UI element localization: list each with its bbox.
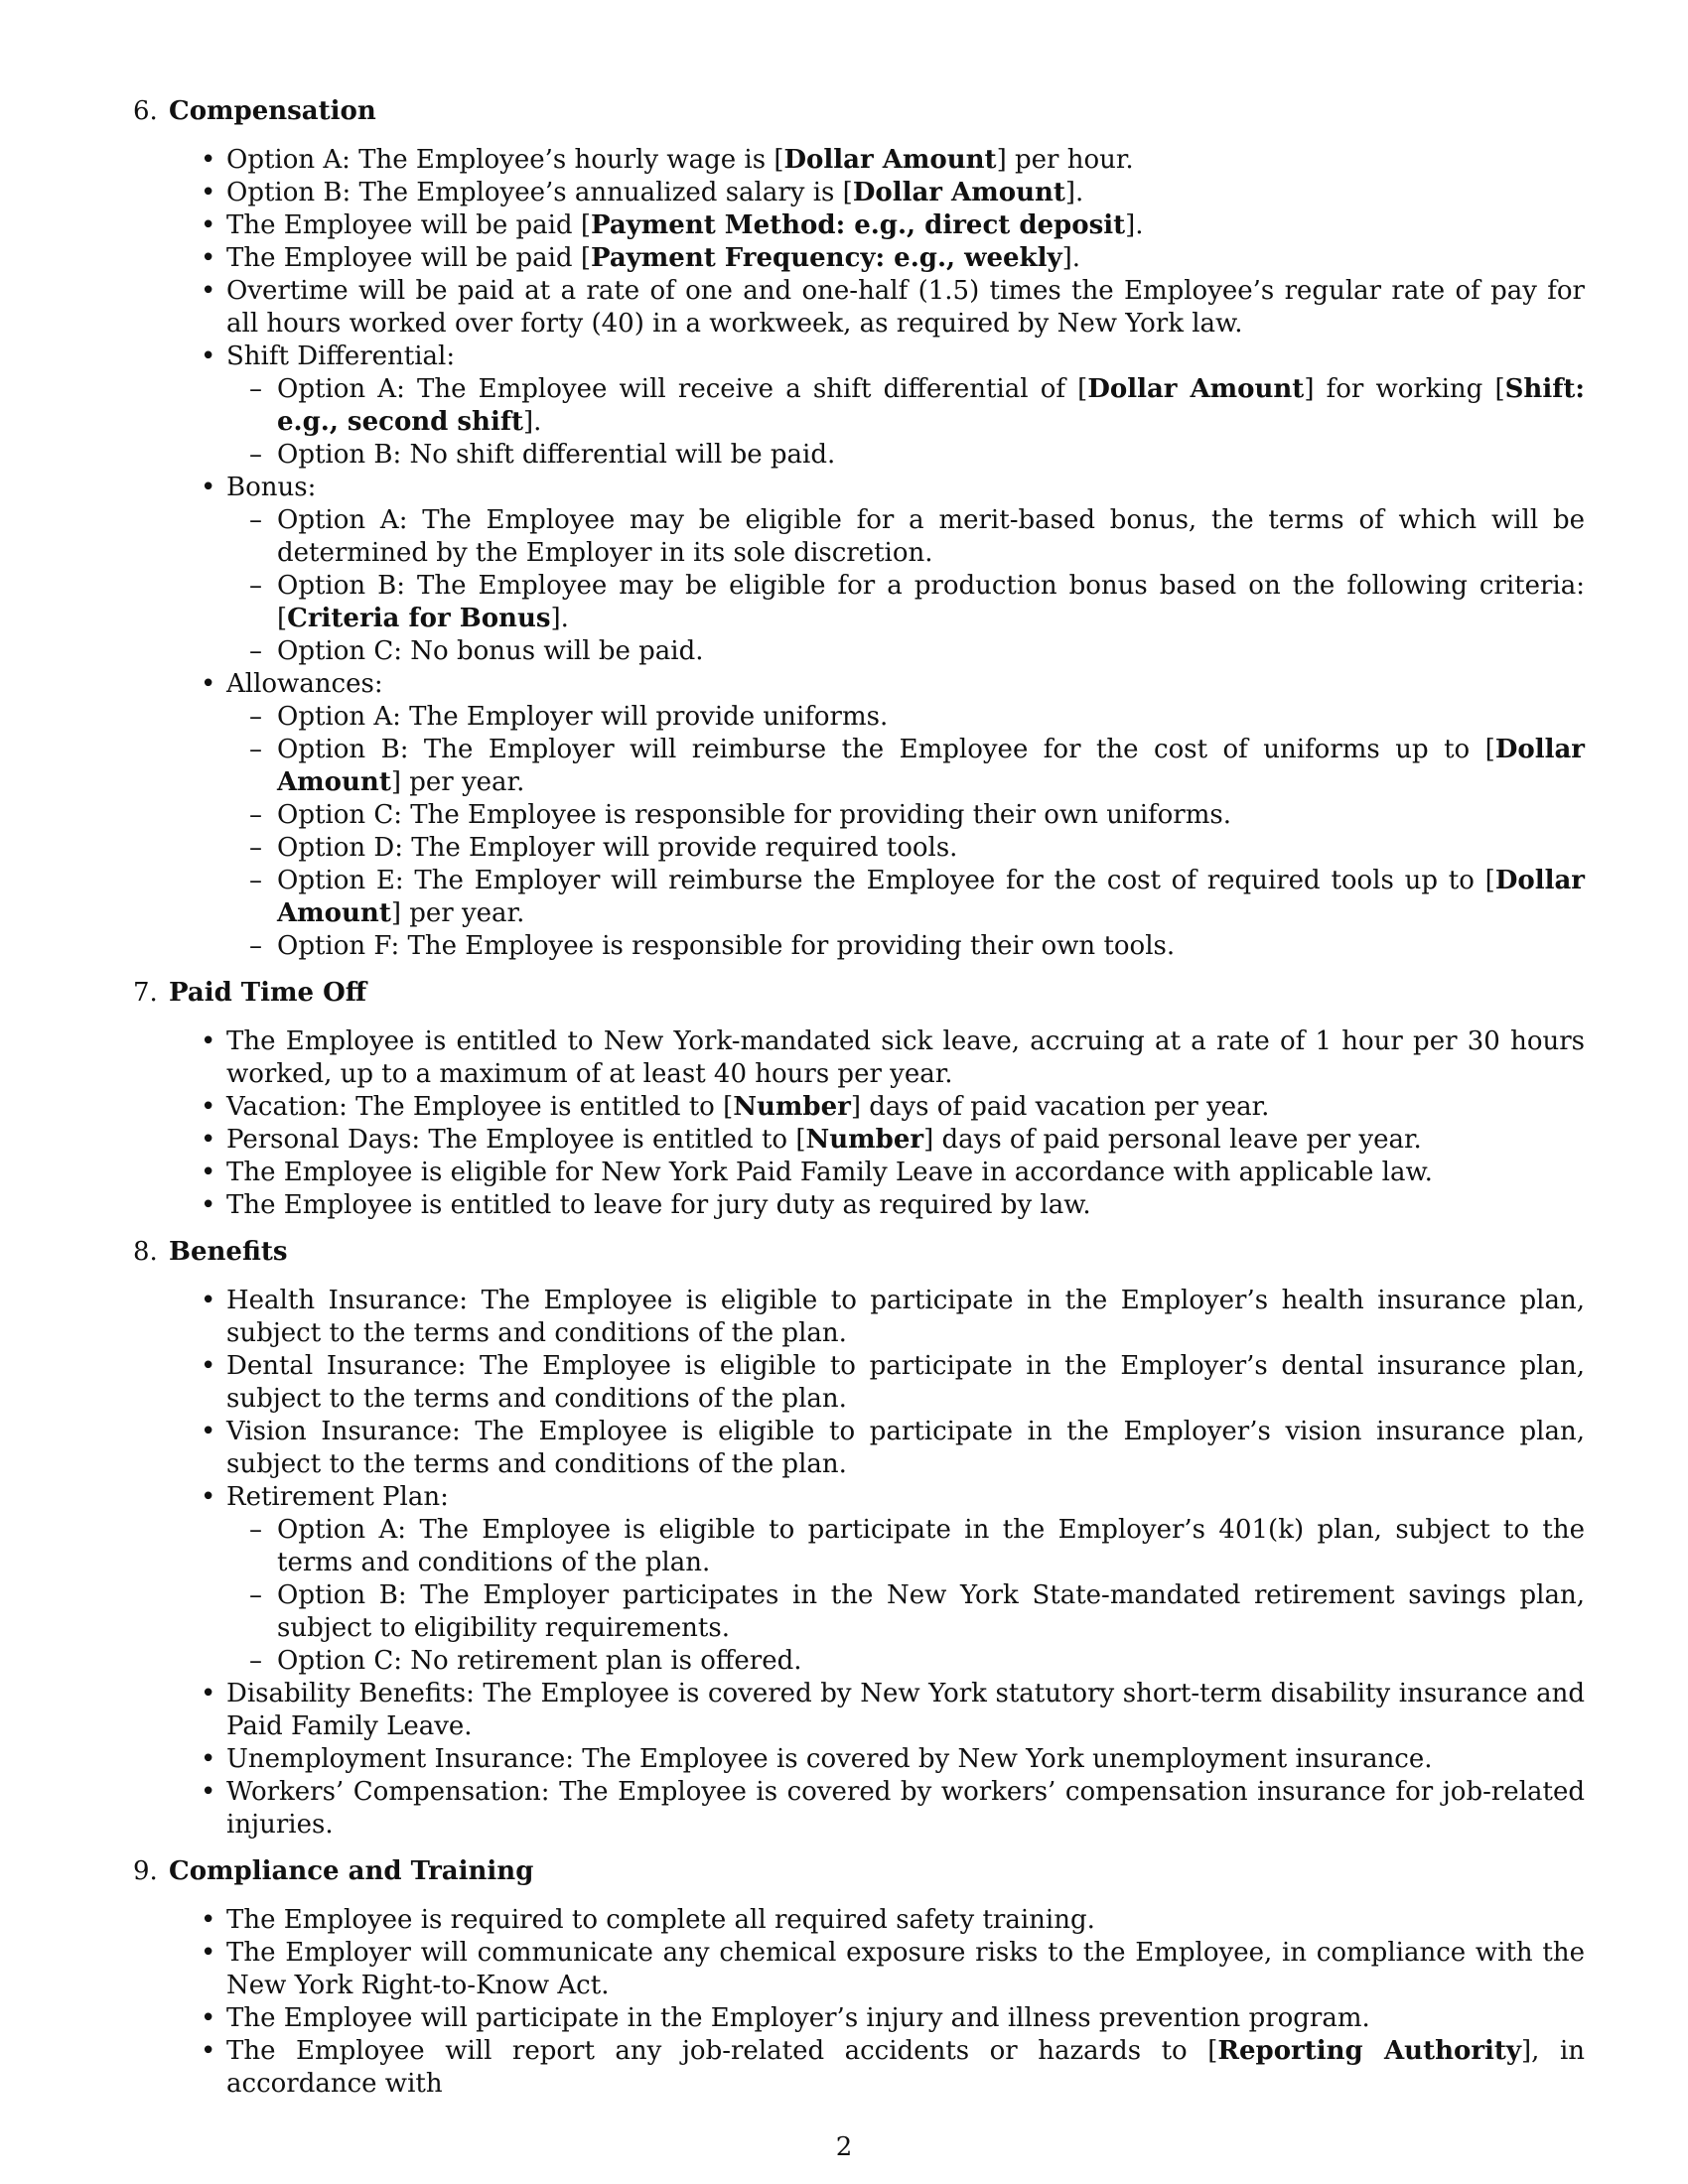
text-run: ]. <box>1064 178 1084 207</box>
placeholder-field: Dollar Amount <box>277 866 1585 928</box>
sub-list-item <box>277 832 1585 865</box>
list-item <box>226 1124 1585 1157</box>
text-run: Dental Insurance: The Employee is eligible to participate in the Employer’s dental insurance plan, subject to the terms and conditions of the plan. <box>226 1351 1585 1414</box>
placeholder-field: Payment Method: e.g., direct deposit <box>590 210 1126 240</box>
placeholder-field: Number <box>733 1092 851 1122</box>
placeholder-field: Reporting Authority <box>1217 2036 1522 2066</box>
text-run: Unemployment Insurance: The Employee is covered by New York unemployment insurance. <box>226 1744 1433 1774</box>
text-run: The Employee is entitled to New York-mandated sick leave, accruing at a rate of 1 hour per 30 hours worked, up to a maximum of at least 40 hours per year. <box>226 1026 1585 1089</box>
bullet-list <box>133 1285 1585 1842</box>
list-item <box>226 209 1585 242</box>
sub-list-item <box>277 734 1585 799</box>
text-run: The Employee will be paid [ <box>226 210 591 240</box>
placeholder-field: Payment Frequency: e.g., weekly <box>590 243 1062 273</box>
section-compliance-and-training <box>133 1855 1585 2101</box>
placeholder-field: Criteria for Bonus <box>287 604 551 633</box>
text-run: Option B: The Employer will reimburse the Employee for the cost of uniforms up to [ <box>277 735 1495 764</box>
text-run: ]. <box>523 407 542 437</box>
sub-option-list <box>226 1514 1585 1678</box>
text-run: Allowances: <box>226 669 383 699</box>
list-item <box>226 1481 1585 1678</box>
text-run: Option B: The Employer participates in the New York State-mandated retirement savings plan, subject to eligibility requirements. <box>277 1580 1585 1643</box>
section-compensation <box>133 95 1585 963</box>
sub-list-item <box>277 570 1585 635</box>
text-run: Option A: The Employee will receive a shift differential of [ <box>277 374 1088 404</box>
text-run: Option C: The Employee is responsible for providing their own uniforms. <box>277 800 1231 830</box>
placeholder-field: Dollar Amount <box>277 735 1585 797</box>
page-number: 2 <box>835 2132 853 2162</box>
bullet-list <box>133 1904 1585 2101</box>
section-heading <box>133 95 1585 128</box>
sub-option-list <box>226 504 1585 668</box>
section-number: 8. <box>133 1237 158 1267</box>
text-run: ] days of paid vacation per year. <box>850 1092 1270 1122</box>
text-run: Vacation: The Employee is entitled to [ <box>226 1092 734 1122</box>
document-body <box>133 95 1585 2115</box>
text-run: ]. <box>1061 243 1080 273</box>
sub-list-item <box>277 1514 1585 1579</box>
text-run: The Employee will be paid [ <box>226 243 591 273</box>
text-run: The Employee is eligible for New York Paid Family Leave in accordance with applicable law. <box>226 1158 1433 1187</box>
list-item <box>226 341 1585 472</box>
text-run: Option A: The Employer will provide uniforms. <box>277 702 889 732</box>
list-item <box>226 472 1585 668</box>
text-run: Option D: The Employer will provide required tools. <box>277 833 958 863</box>
text-run: Option B: The Employee may be eligible for a production bonus based on the following criteria: [ <box>277 571 1585 633</box>
section-paid-time-off <box>133 977 1585 1222</box>
section-title: Paid Time Off <box>169 978 367 1008</box>
list-item <box>226 2035 1585 2101</box>
text-run: Option C: No retirement plan is offered. <box>277 1646 802 1676</box>
text-run: Overtime will be paid at a rate of one and one-half (1.5) times the Employee’s regular rate of pay for all hours worked over forty (40) in a workweek, as required by New York law. <box>226 276 1585 339</box>
text-run: ] per year. <box>390 767 525 797</box>
list-item <box>226 144 1585 177</box>
placeholder-field: Dollar Amount <box>1087 374 1305 404</box>
sub-list-item <box>277 865 1585 930</box>
list-item <box>226 1091 1585 1124</box>
list-item <box>226 1416 1585 1481</box>
text-run: ] days of paid personal leave per year. <box>923 1125 1422 1155</box>
text-run: ] for working [ <box>1304 374 1505 404</box>
section-title: Compliance and Training <box>169 1856 534 1886</box>
sub-list-item <box>277 930 1585 963</box>
bullet-list <box>133 1025 1585 1222</box>
text-run: The Employer will communicate any chemical exposure risks to the Employee, in compliance with the New York Right-to-Know Act. <box>226 1938 1585 2000</box>
sub-option-list <box>226 701 1585 963</box>
text-run: Option A: The Employee may be eligible for a merit-based bonus, the terms of which will be determined by the Employer in its sole discretion. <box>277 505 1585 568</box>
text-run: The Employee is required to complete all required safety training. <box>226 1905 1095 1935</box>
text-run: Option C: No bonus will be paid. <box>277 636 704 666</box>
sub-list-item <box>277 635 1585 668</box>
list-item <box>226 275 1585 341</box>
section-heading <box>133 1855 1585 1888</box>
sub-list-item <box>277 504 1585 570</box>
text-run: Option E: The Employer will reimburse the Employee for the cost of required tools up to [ <box>277 866 1495 895</box>
text-run: Option A: The Employee’s hourly wage is [ <box>226 145 784 175</box>
sub-list-item <box>277 373 1585 439</box>
sub-list-item <box>277 799 1585 832</box>
text-run: Option B: The Employee’s annualized salary is [ <box>226 178 853 207</box>
list-item <box>226 1189 1585 1222</box>
placeholder-field: Number <box>805 1125 924 1155</box>
sub-list-item <box>277 1579 1585 1645</box>
text-run: Disability Benefits: The Employee is covered by New York statutory short-term disability insurance and Paid Family Leave. <box>226 1679 1585 1741</box>
section-number: 6. <box>133 96 158 126</box>
text-run: Option B: No shift differential will be paid. <box>277 440 836 470</box>
section-title: Compensation <box>169 96 376 126</box>
list-item <box>226 668 1585 963</box>
list-item <box>226 1025 1585 1091</box>
text-run: ] per hour. <box>996 145 1134 175</box>
text-run: Option A: The Employee is eligible to participate in the Employer’s 401(k) plan, subject to the terms and conditions of the plan. <box>277 1515 1585 1577</box>
list-item <box>226 2002 1585 2035</box>
text-run: ] per year. <box>390 898 525 928</box>
text-run: The Employee is entitled to leave for jury duty as required by law. <box>226 1190 1091 1220</box>
section-number: 7. <box>133 978 158 1008</box>
section-number: 9. <box>133 1856 158 1886</box>
text-run: ]. <box>550 604 569 633</box>
list-item <box>226 1904 1585 1937</box>
sub-list-item <box>277 439 1585 472</box>
section-title: Benefits <box>169 1237 288 1267</box>
text-run: Personal Days: The Employee is entitled to [ <box>226 1125 806 1155</box>
list-item <box>226 1350 1585 1416</box>
text-run: Shift Differential: <box>226 341 456 371</box>
text-run: Vision Insurance: The Employee is eligible to participate in the Employer’s vision insurance plan, subject to the terms and conditions of the plan. <box>226 1417 1585 1479</box>
placeholder-field: Dollar Amount <box>783 145 997 175</box>
list-item <box>226 242 1585 275</box>
text-run: Option F: The Employee is responsible for providing their own tools. <box>277 931 1176 961</box>
sub-list-item <box>277 1645 1585 1678</box>
text-run: The Employee will report any job-related accidents or hazards to [ <box>226 2036 1218 2066</box>
list-item <box>226 177 1585 209</box>
text-run: Health Insurance: The Employee is eligible to participate in the Employer’s health insurance plan, subject to the terms and conditions of the plan. <box>226 1286 1585 1348</box>
sub-option-list <box>226 373 1585 472</box>
text-run: ], in accordance with <box>226 2036 1586 2099</box>
section-heading <box>133 1236 1585 1269</box>
text-run: Bonus: <box>226 473 317 502</box>
section-heading <box>133 977 1585 1010</box>
section-benefits <box>133 1236 1585 1842</box>
list-item <box>226 1285 1585 1350</box>
sub-list-item <box>277 701 1585 734</box>
text-run: Retirement Plan: <box>226 1482 449 1512</box>
bullet-list <box>133 144 1585 963</box>
text-run: ]. <box>1125 210 1144 240</box>
text-run: The Employee will participate in the Employer’s injury and illness prevention program. <box>226 2003 1370 2033</box>
placeholder-field: Dollar Amount <box>852 178 1065 207</box>
list-item <box>226 1157 1585 1189</box>
text-run: Workers’ Compensation: The Employee is covered by workers’ compensation insurance for job-related injuries. <box>226 1777 1585 1840</box>
list-item <box>226 1678 1585 1743</box>
list-item <box>226 1743 1585 1776</box>
placeholder-field: Shift: e.g., second shift <box>277 374 1585 437</box>
list-item <box>226 1937 1585 2002</box>
list-item <box>226 1776 1585 1842</box>
